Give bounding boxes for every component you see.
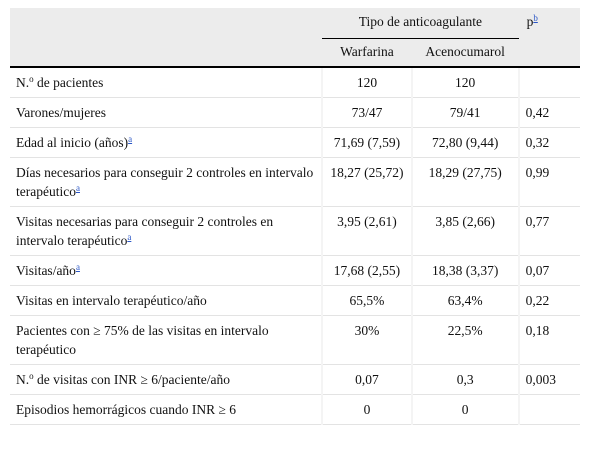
- acenocumarol-value: 18,38 (3,37): [412, 256, 519, 286]
- row-label-text: Visitas necesarias para conseguir 2 controles en intervalo terapéutico: [16, 214, 274, 248]
- p-value-header: [519, 8, 580, 39]
- row-label: [10, 67, 322, 98]
- p-value: 0,18: [519, 316, 580, 365]
- row-label-text-rest: de visitas con INR ≥ 6/paciente/año: [33, 372, 230, 387]
- footnote-link[interactable]: a: [75, 262, 80, 272]
- row-label-text: Edad al inicio (años): [16, 135, 129, 150]
- p-value: 0,77: [519, 207, 580, 256]
- row-label-text: N.: [16, 372, 30, 387]
- header-empty-cell: [10, 8, 322, 39]
- p-value: 0,07: [519, 256, 580, 286]
- row-label: [10, 316, 322, 365]
- acenocumarol-value: 72,80 (9,44): [412, 128, 519, 158]
- warfarina-value: 18,27 (25,72): [322, 158, 412, 207]
- warfarina-value: 71,69 (7,59): [322, 128, 412, 158]
- p-value: [519, 395, 580, 425]
- acenocumarol-value: 0,3: [412, 365, 519, 395]
- table-row: [10, 256, 580, 286]
- table-row: [10, 98, 580, 128]
- acenocumarol-header: Acenocumarol: [412, 39, 519, 68]
- acenocumarol-value: 63,4%: [412, 286, 519, 316]
- row-label-text: Pacientes con ≥ 75% de las visitas en intervalo terapéutico: [16, 323, 269, 357]
- row-label: [10, 395, 322, 425]
- row-label: [10, 128, 322, 158]
- footnote-link[interactable]: a: [128, 134, 133, 144]
- acenocumarol-value: 18,29 (27,75): [412, 158, 519, 207]
- row-label: [10, 286, 322, 316]
- row-label: [10, 256, 322, 286]
- footnote-link[interactable]: a: [75, 183, 80, 193]
- table-row: [10, 67, 580, 98]
- p-value: 0,32: [519, 128, 580, 158]
- acenocumarol-value: 120: [412, 67, 519, 98]
- results-table: [10, 8, 580, 425]
- acenocumarol-value: 0: [412, 395, 519, 425]
- table-body: [10, 67, 580, 425]
- row-label-text: N.: [16, 75, 30, 90]
- warfarina-value: 0,07: [322, 365, 412, 395]
- warfarina-value: 73/47: [322, 98, 412, 128]
- anticoagulant-group-header: [322, 8, 518, 39]
- p-value: 0,003: [519, 365, 580, 395]
- p-footnote-link[interactable]: b: [533, 13, 538, 23]
- table-header: [10, 8, 580, 67]
- row-label: [10, 207, 322, 256]
- table-row: [10, 128, 580, 158]
- acenocumarol-value: 22,5%: [412, 316, 519, 365]
- table-row: [10, 395, 580, 425]
- warfarina-header: Warfarina: [322, 39, 412, 68]
- acenocumarol-value: 79/41: [412, 98, 519, 128]
- warfarina-value: 65,5%: [322, 286, 412, 316]
- row-label-text: Visitas/año: [16, 263, 76, 278]
- row-label-superscript: o: [29, 74, 34, 84]
- row-label: [10, 98, 322, 128]
- group-header-label: Tipo de anticoagulante: [358, 14, 482, 29]
- warfarina-value: 3,95 (2,61): [322, 207, 412, 256]
- table-row: [10, 365, 580, 395]
- warfarina-value: 0: [322, 395, 412, 425]
- row-label-text: Visitas en intervalo terapéutico/año: [16, 293, 207, 308]
- warfarina-value: 120: [322, 67, 412, 98]
- p-value: 0,99: [519, 158, 580, 207]
- footnote-link[interactable]: a: [127, 232, 132, 242]
- row-label-superscript: o: [29, 371, 34, 381]
- p-value: 0,22: [519, 286, 580, 316]
- acenocumarol-value: 3,85 (2,66): [412, 207, 519, 256]
- header-empty-cell-2: [10, 39, 322, 68]
- row-label-text: Episodios hemorrágicos cuando INR ≥ 6: [16, 402, 236, 417]
- row-label: [10, 158, 322, 207]
- warfarina-value: 30%: [322, 316, 412, 365]
- p-header-spacer: [519, 39, 580, 68]
- row-label-text: Días necesarios para conseguir 2 controles en intervalo terapéutico: [16, 165, 314, 199]
- table-row: [10, 207, 580, 256]
- table-row: [10, 158, 580, 207]
- p-value: 0,42: [519, 98, 580, 128]
- p-header-label: p: [526, 14, 534, 29]
- table-row: [10, 286, 580, 316]
- warfarina-value: 17,68 (2,55): [322, 256, 412, 286]
- p-value: [519, 67, 580, 98]
- row-label-text-rest: de pacientes: [33, 75, 104, 90]
- row-label-text: Varones/mujeres: [16, 105, 106, 120]
- table-row: [10, 316, 580, 365]
- row-label: [10, 365, 322, 395]
